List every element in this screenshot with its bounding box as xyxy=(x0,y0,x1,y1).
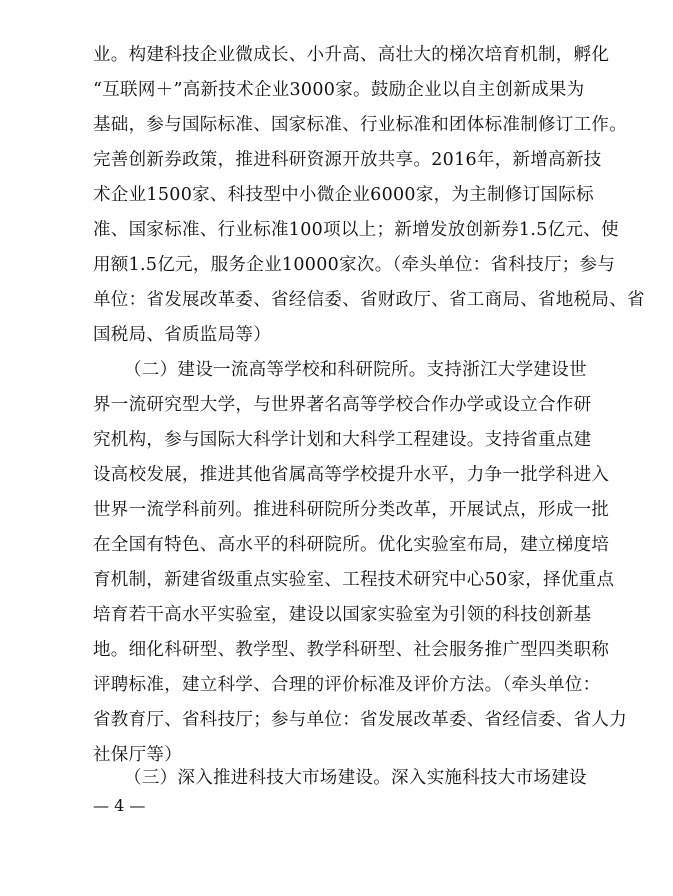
body-text-line: 界一流研究型大学，与世界著名高等学校合作办学或设立合作研 xyxy=(93,395,592,415)
body-text-line: 社保厅等） xyxy=(93,745,182,765)
body-text-line: 育机制，新建省级重点实验室、工程技术研究中心50家，择优重点 xyxy=(93,570,615,590)
section-heading-line: （二）建设一流高等学校和科研院所。支持浙江大学建设世 xyxy=(124,360,587,380)
body-text-line: 世界一流学科前列。推进科研院所分类改革，开展试点，形成一批 xyxy=(93,500,610,520)
body-text-line: 业。构建科技企业微成长、小升高、高壮大的梯次培育机制，孵化 xyxy=(93,45,610,65)
page-number: — 4 — xyxy=(93,796,146,815)
body-text-line: 准、国家标准、行业标准100项以上；新增发放创新券1.5亿元、使 xyxy=(93,220,619,240)
section-heading-line: （三）深入推进科技大市场建设。深入实施科技大市场建设 xyxy=(124,768,587,788)
body-text-line: 地。细化科研型、教学型、教学科研型、社会服务推广型四类职称 xyxy=(93,640,610,660)
body-text-line: 用额1.5亿元，服务企业10000家次。（牵头单位：省科技厅；参与 xyxy=(93,255,616,275)
body-text-line: 培育若干高水平实验室，建设以国家实验室为引领的科技创新基 xyxy=(93,605,592,625)
body-text-line: 设高校发展，推进其他省属高等学校提升水平，力争一批学科进入 xyxy=(93,465,610,485)
body-text-line: 省教育厅、省科技厅；参与单位：省发展改革委、省经信委、省人力 xyxy=(93,710,627,730)
body-text-line: 评聘标准，建立科学、合理的评价标准及评价方法。（牵头单位： xyxy=(93,675,601,695)
body-text-line: 术企业1500家、科技型中小微企业6000家，为主制修订国际标 xyxy=(93,185,594,205)
body-text-line: 究机构，参与国际大科学计划和大科学工程建设。支持省重点建 xyxy=(93,430,592,450)
body-text-line: 国税局、省质监局等） xyxy=(93,325,271,345)
body-text-line: “互联网＋”高新技术企业3000家。鼓励企业以自主创新成果为 xyxy=(93,80,585,100)
body-text-line: 在全国有特色、高水平的科研院所。优化实验室布局，建立梯度培 xyxy=(93,535,610,555)
body-text-line: 完善创新券政策，推进科研资源开放共享。2016年，新增高新技 xyxy=(93,150,602,170)
body-text-line: 基础，参与国际标准、国家标准、行业标准和团体标准制修订工作。 xyxy=(93,115,627,135)
body-text-line: 单位：省发展改革委、省经信委、省财政厅、省工商局、省地税局、省 xyxy=(93,290,645,310)
